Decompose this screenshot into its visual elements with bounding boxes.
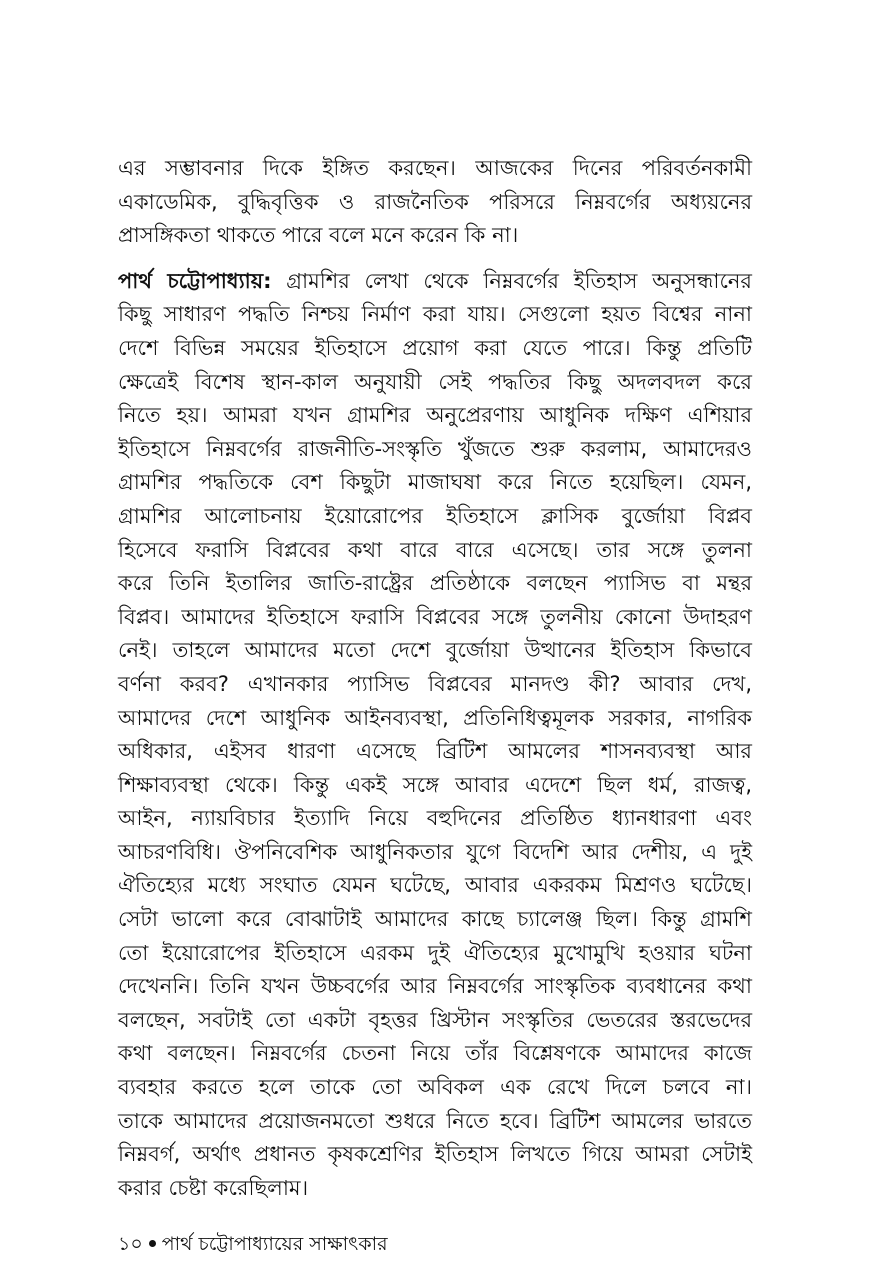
answer-line: নিম্নবর্গ, অর্থাৎ প্রধানত কৃষকশ্রেণির ইতিহাস লিখতে গিয়ে আমরা সেটাই	[118, 1142, 752, 1167]
answer-line: দেখেননি। তিনি যখন উচ্চবর্গের আর নিম্নবর্গের সাংস্কৃতিক ব্যবধানের কথা	[118, 974, 752, 999]
running-title: পার্থ চট্টোপাধ্যায়ের সাক্ষাৎকার	[161, 1233, 388, 1255]
answer-line: বিপ্লব। আমাদের ইতিহাসে ফরাসি বিপ্লবের সঙ্গে তুলনীয় কোনো উদাহরণ	[118, 604, 752, 629]
answer-line: আচরণবিধি। ঔপনিবেশিক আধুনিকতার যুগে বিদেশি আর দেশীয়, এ দুই	[118, 839, 752, 864]
page-number: ১০	[118, 1233, 143, 1255]
answer-line: কিছু সাধারণ পদ্ধতি নিশ্চয় নির্মাণ করা যায়। সেগুলো হয়ত বিশ্বের নানা	[118, 302, 752, 327]
answer-line: সেটা ভালো করে বোঝাটাই আমাদের কাছে চ্যালেঞ্জ ছিল। কিন্তু গ্রামশি	[118, 907, 752, 932]
speaker-name: পার্থ চট্টোপাধ্যায়:	[118, 268, 272, 293]
answer-line: ব্যবহার করতে হলে তাকে তো অবিকল এক রেখে দিলে চলবে না।	[118, 1075, 752, 1100]
answer-line: করে তিনি ইতালির জাতি-রাষ্ট্রের প্রতিষ্ঠাকে বলছেন প্যাসিভ বা মন্থর	[118, 571, 752, 596]
answer-line: শিক্ষাব্যবস্থা থেকে। কিন্তু একই সঙ্গে আবার এদেশে ছিল ধর্ম, রাজত্ব,	[118, 772, 752, 797]
answer-paragraph	[118, 265, 752, 1206]
answer-line: গ্রামশির আলোচনায় ইয়োরোপের ইতিহাসে ক্লাসিক বুর্জোয়া বিপ্লব	[118, 503, 752, 528]
answer-line: দেশে বিভিন্ন সময়ের ইতিহাসে প্রয়োগ করা যেতে পারে। কিন্তু প্রতিটি	[118, 335, 752, 360]
answer-line: গ্রামশির পদ্ধতিকে বেশ কিছুটা মাজাঘষা করে নিতে হয়েছিল। যেমন,	[118, 470, 752, 495]
bullet-separator-icon	[149, 1240, 156, 1247]
page-footer	[118, 1232, 388, 1256]
answer-line: নেই। তাহলে আমাদের মতো দেশে বুর্জোয়া উত্থানের ইতিহাস কিভাবে	[118, 638, 752, 663]
answer-line: আইন, ন্যায়বিচার ইত্যাদি নিয়ে বহুদিনের প্রতিষ্ঠিত ধ্যানধারণা এবং	[118, 806, 752, 831]
answer-line: তো ইয়োরোপের ইতিহাসে এরকম দুই ঐতিহ্যের মুখোমুখি হওয়ার ঘটনা	[118, 940, 752, 965]
answer-line: তাকে আমাদের প্রয়োজনমতো শুধরে নিতে হবে। ব্রিটিশ আমলের ভারতে	[118, 1108, 752, 1133]
answer-line: কথা বলছেন। নিম্নবর্গের চেতনা নিয়ে তাঁর বিশ্লেষণকে আমাদের কাজে	[118, 1041, 752, 1066]
paragraph-gap	[118, 253, 752, 265]
question-line: প্রাসঙ্গিকতা থাকতে পারে বলে মনে করেন কি না।	[118, 223, 519, 248]
answer-line: বর্ণনা করব? এখানকার প্যাসিভ বিপ্লবের মানদণ্ড কী? আবার দেখ,	[118, 671, 752, 696]
question-line: একাডেমিক, বুদ্ধিবৃত্তিক ও রাজনৈতিক পরিসরে নিম্নবর্গের অধ্যয়নের	[118, 189, 752, 214]
answer-line: অধিকার, এইসব ধারণা এসেছে ব্রিটিশ আমলের শাসনব্যবস্থা আর	[118, 739, 752, 764]
answer-line: ঐতিহ্যের মধ্যে সংঘাত যেমন ঘটেছে, আবার একরকম মিশ্রণও ঘটেছে।	[118, 873, 752, 898]
answer-line: ক্ষেত্রেই বিশেষ স্থান-কাল অনুযায়ী সেই পদ্ধতির কিছু অদলবদল করে	[118, 369, 752, 394]
answer-line: নিতে হয়। আমরা যখন গ্রামশির অনুপ্রেরণায় আধুনিক দক্ষিণ এশিয়ার	[118, 403, 752, 428]
answer-line: আমাদের দেশে আধুনিক আইনব্যবস্থা, প্রতিনিধিত্বমূলক সরকার, নাগরিক	[118, 705, 752, 730]
answer-line	[118, 265, 752, 299]
answer-line: বলছেন, সবটাই তো একটা বৃহত্তর খ্রিস্টান সংস্কৃতির ভেতরের স্তরভেদের	[118, 1007, 752, 1032]
answer-line: করার চেষ্টা করেছিলাম।	[118, 1175, 309, 1200]
page-body	[118, 152, 752, 1205]
question-paragraph	[118, 152, 752, 253]
answer-line: হিসেবে ফরাসি বিপ্লবের কথা বারে বারে এসেছে। তার সঙ্গে তুলনা	[118, 537, 752, 562]
question-line: এর সম্ভাবনার দিকে ইঙ্গিত করছেন। আজকের দিনের পরিবর্তনকামী	[118, 156, 752, 180]
answer-line: ইতিহাসে নিম্নবর্গের রাজনীতি-সংস্কৃতি খুঁজতে শুরু করলাম, আমাদেরও	[118, 436, 752, 461]
answer-first-line-text: গ্রামশির লেখা থেকে নিম্নবর্গের ইতিহাস অনুসন্ধানের	[271, 268, 752, 293]
